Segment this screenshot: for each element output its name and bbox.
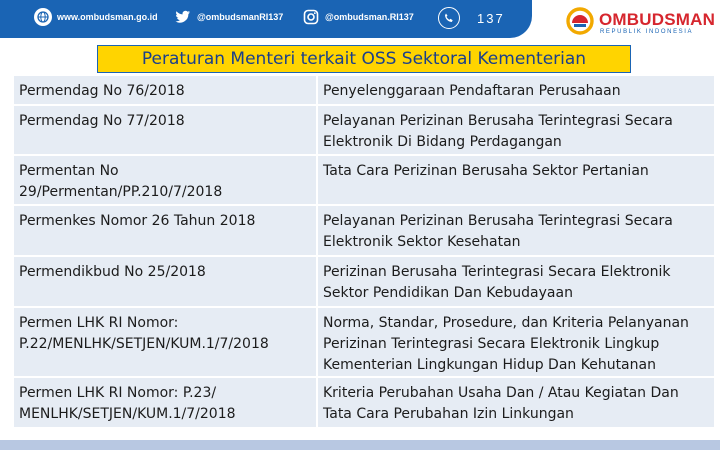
page-title: Peraturan Menteri terkait OSS Sektoral Kementerian	[97, 45, 631, 73]
table-row	[14, 76, 714, 106]
instagram-handle: @ombudsman.RI137	[325, 12, 414, 22]
ombudsman-emblem-icon	[566, 7, 594, 35]
regulation-cell: Permendikbud No 25/2018	[14, 257, 318, 306]
phone-contact[interactable]	[438, 7, 505, 29]
subject-cell: Tata Cara Perizinan Berusaha Sektor Pertanian	[318, 156, 714, 204]
logo-subtitle: REPUBLIK INDONESIA	[600, 29, 694, 35]
instagram-contact[interactable]	[302, 8, 414, 26]
website-text: www.ombudsman.go.id	[57, 12, 158, 22]
table-row	[14, 308, 714, 378]
twitter-icon	[174, 8, 192, 26]
regulation-table	[14, 76, 714, 429]
globe-icon	[34, 8, 52, 26]
phone-icon	[438, 7, 460, 29]
ombudsman-logo	[566, 5, 716, 39]
regulation-cell: Permen LHK RI Nomor: P.22/MENLHK/SETJEN/KUM.1/7/2018	[14, 308, 318, 376]
header-bar	[0, 0, 720, 40]
table-row	[14, 378, 714, 429]
table-row	[14, 257, 714, 308]
contact-banner	[0, 0, 532, 38]
subject-cell: Norma, Standar, Prosedure, dan Kriteria Pelanyanan Perizinan Terintegrasi Secara Elektronik Lingkup Kementerian Lingkungan Hidup Dan Kehutanan	[318, 308, 714, 376]
instagram-icon	[302, 8, 320, 26]
subject-cell: Pelayanan Perizinan Berusaha Terintegrasi Secara Elektronik Di Bidang Perdagangan	[318, 106, 714, 154]
twitter-handle: @ombudsmanRI137	[197, 12, 284, 22]
subject-cell: Penyelenggaraan Pendaftaran Perusahaan	[318, 76, 714, 104]
subject-cell: Kriteria Perubahan Usaha Dan / Atau Kegiatan Dan Tata Cara Perubahan Izin Linkungan	[318, 378, 714, 427]
regulation-cell: Permen LHK RI Nomor: P.23/ MENLHK/SETJEN/KUM.1/7/2018	[14, 378, 318, 427]
regulation-cell: Permendag No 76/2018	[14, 76, 318, 104]
regulation-cell: Permenkes Nomor 26 Tahun 2018	[14, 206, 318, 255]
website-contact[interactable]	[34, 8, 158, 26]
table-row	[14, 156, 714, 206]
phone-number: 137	[477, 10, 505, 26]
table-row	[14, 206, 714, 257]
table-row	[14, 106, 714, 156]
subject-cell: Pelayanan Perizinan Berusaha Terintegrasi Secara Elektronik Sektor Kesehatan	[318, 206, 714, 255]
regulation-cell: Permendag No 77/2018	[14, 106, 318, 154]
subject-cell: Perizinan Berusaha Terintegrasi Secara Elektronik Sektor Pendidikan Dan Kebudayaan	[318, 257, 714, 306]
footer-strip	[0, 440, 720, 450]
logo-name: OMBUDSMAN	[599, 10, 716, 29]
twitter-contact[interactable]	[174, 8, 283, 26]
regulation-cell: Permentan No 29/Permentan/PP.210/7/2018	[14, 156, 318, 204]
